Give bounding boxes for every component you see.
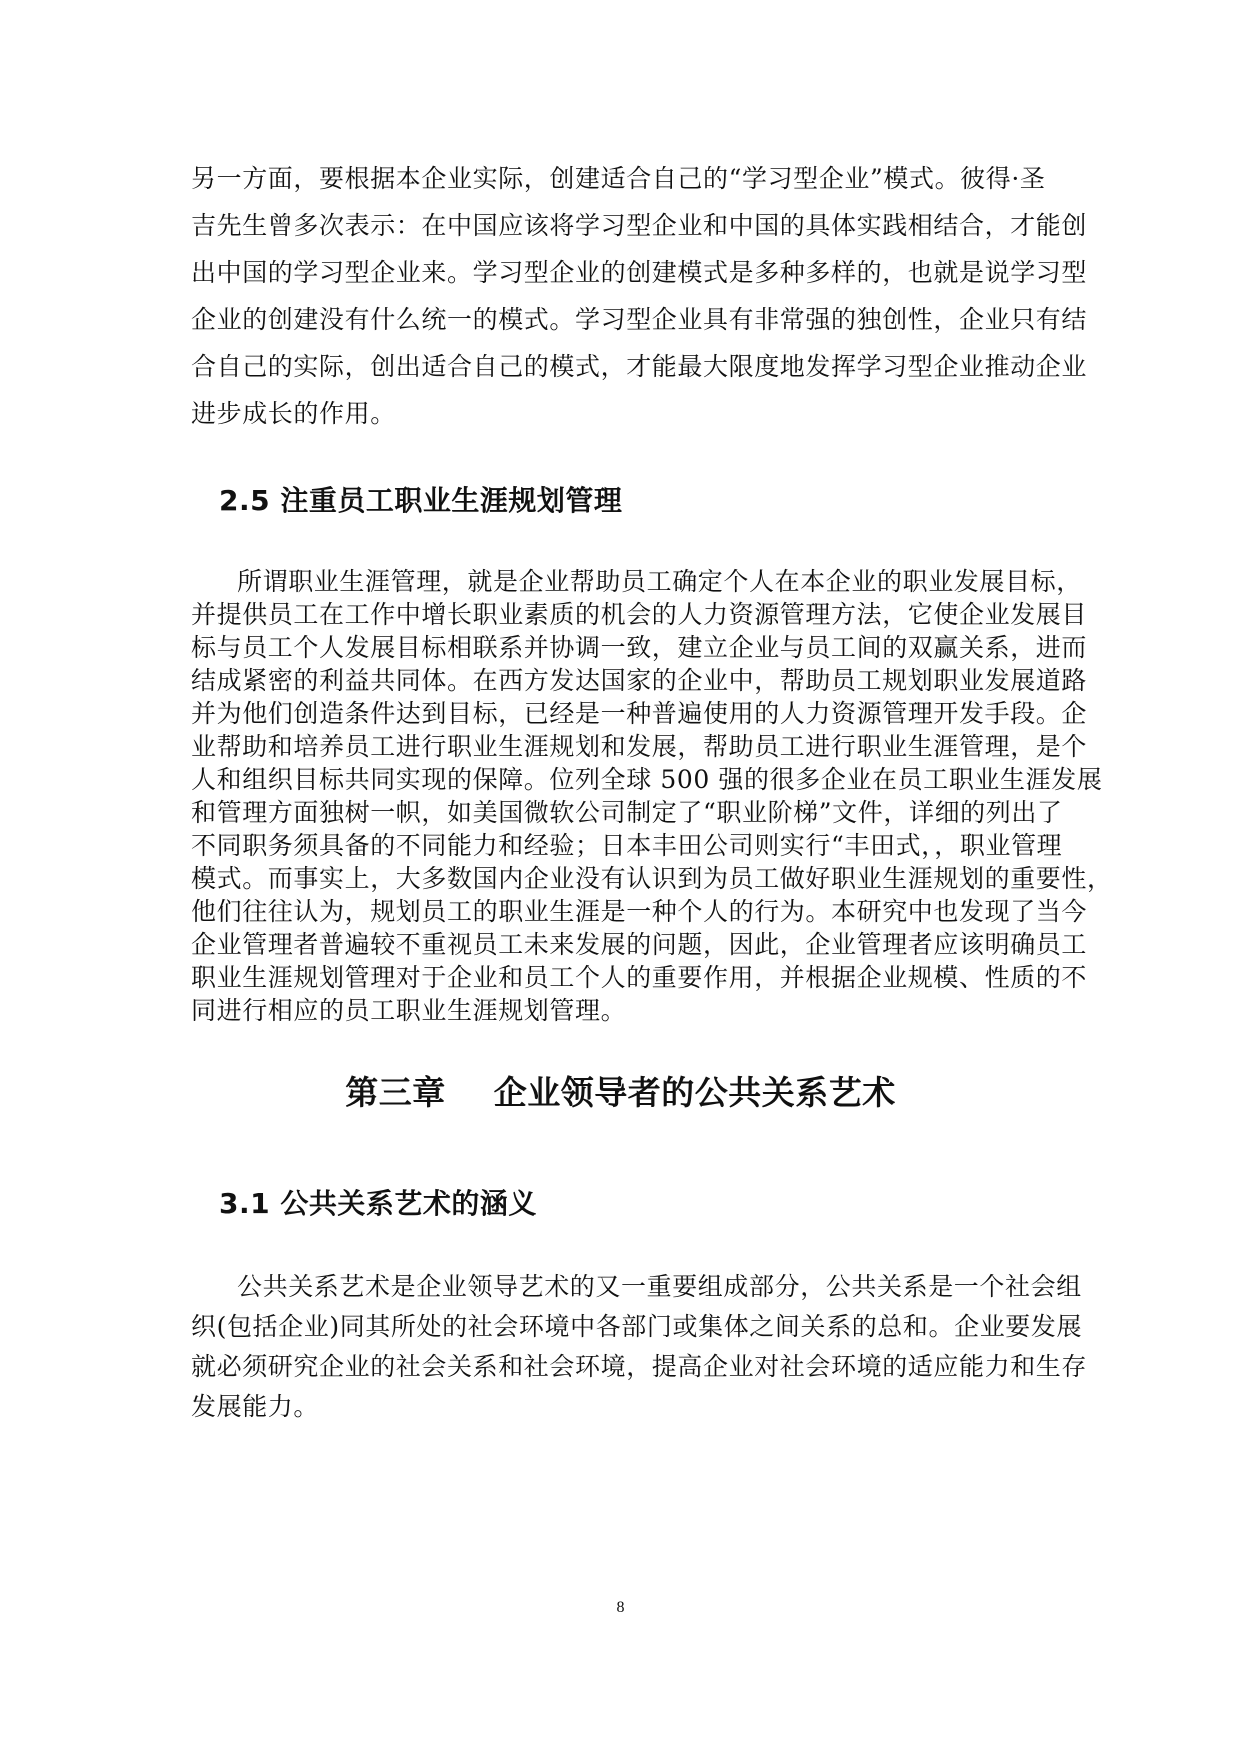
text-line: 另一方面，要根据本企业实际，创建适合自己的“学习型企业”模式。彼得·圣 — [191, 164, 1046, 193]
text-line: 进步成长的作用。 — [191, 399, 396, 428]
text-line: 不同职务须具备的不同能力和经验；日本丰田公司则实行“丰田式，，职业管理 — [191, 831, 1063, 860]
text-line: 他们往往认为，规划员工的职业生涯是一种个人的行为。本研究中也发现了当今 — [191, 897, 1088, 926]
text-line: 织(包括企业)同其所处的社会环境中各部门或集体之间关系的总和。企业要发展 — [191, 1312, 1083, 1341]
text-line: 企业管理者普遍较不重视员工未来发展的问题，因此，企业管理者应该明确员工 — [191, 930, 1088, 959]
section-heading-3-1: 3.1 公共关系艺术的涵义 — [219, 1187, 537, 1220]
text-line: 职业生涯规划管理对于企业和员工个人的重要作用，并根据企业规模、性质的不 — [191, 963, 1088, 992]
text-line: 所谓职业生涯管理，就是企业帮助员工确定个人在本企业的职业发展目标， — [237, 567, 1082, 596]
text-line: 发展能力。 — [191, 1392, 320, 1421]
text-line: 就必须研究企业的社会关系和社会环境，提高企业对社会环境的适应能力和生存 — [191, 1352, 1088, 1381]
text-line: 人和组织目标共同实现的保障。位列全球 500 强的很多企业在员工职业生涯发展 — [191, 765, 1103, 794]
text-line: 企业的创建没有什么统一的模式。学习型企业具有非常强的独创性，企业只有结 — [191, 305, 1088, 334]
text-line: 和管理方面独树一帜，如美国微软公司制定了“职业阶梯”文件，详细的列出了 — [191, 798, 1063, 827]
text-line: 公共关系艺术是企业领导艺术的又一重要组成部分，公共关系是一个社会组 — [237, 1272, 1082, 1301]
text-line: 结成紧密的利益共同体。在西方发达国家的企业中，帮助员工规划职业发展道路 — [191, 666, 1088, 695]
text-line: 同进行相应的员工职业生涯规划管理。 — [191, 996, 627, 1025]
text-line: 业帮助和培养员工进行职业生涯规划和发展，帮助员工进行职业生涯管理，是个 — [191, 732, 1088, 761]
text-line: 并为他们创造条件达到目标，已经是一种普遍使用的人力资源管理开发手段。企 — [191, 699, 1088, 728]
section-heading-2-5: 2.5 注重员工职业生涯规划管理 — [219, 484, 623, 517]
text-line: 吉先生曾多次表示：在中国应该将学习型企业和中国的具体实践相结合，才能创 — [191, 211, 1088, 240]
chapter-heading: 第三章 企业领导者的公共关系艺术 — [345, 1073, 896, 1112]
text-line: 并提供员工在工作中增长职业素质的机会的人力资源管理方法，它使企业发展目 — [191, 600, 1088, 629]
text-line: 出中国的学习型企业来。学习型企业的创建模式是多种多样的，也就是说学习型 — [191, 258, 1088, 287]
text-line: 模式。而事实上，大多数国内企业没有认识到为员工做好职业生涯规划的重要性， — [191, 864, 1113, 893]
text-line: 标与员工个人发展目标相联系并协调一致，建立企业与员工间的双赢关系，进而 — [191, 633, 1088, 662]
text-line: 合自己的实际，创出适合自己的模式，才能最大限度地发挥学习型企业推动企业 — [191, 352, 1088, 381]
page-number: 8 — [616, 1599, 625, 1616]
